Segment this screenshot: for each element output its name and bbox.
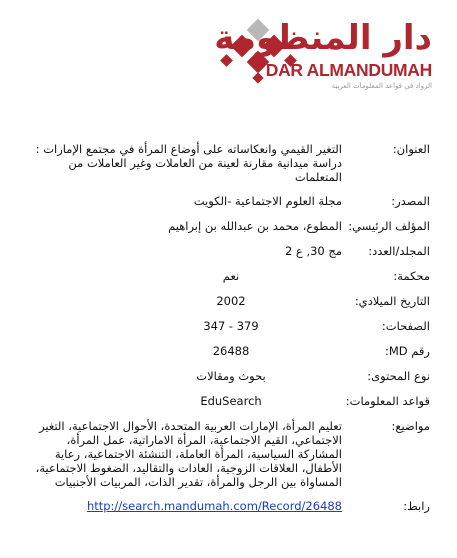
field-label: نوع المحتوى: [367, 369, 430, 383]
logo-arabic-text: دار المنظومة [214, 18, 432, 58]
record-link[interactable]: http://search.mandumah.com/Record/26488 [86, 499, 342, 513]
field-label: رابط: [403, 499, 430, 513]
md-number-value: 26488 [212, 344, 250, 358]
author-value: المطوع، محمد بن عبدالله بن إبراهيم [168, 219, 342, 233]
field-label: محكمة: [393, 269, 430, 283]
source-value: مجلة العلوم الاجتماعية -الكويت [193, 194, 342, 208]
peer-reviewed-value: نعم [222, 269, 240, 283]
databases-value: EduSearch [200, 394, 262, 408]
year-value: 2002 [216, 294, 246, 308]
field-label: التاريخ الميلادي: [354, 294, 430, 308]
field-label: رقم MD: [384, 344, 430, 358]
publisher-logo [214, 14, 450, 100]
logo-tagline: الرواد في قواعد المعلومات العربية [331, 82, 432, 90]
field-label: قواعد المعلومات: [345, 394, 430, 408]
field-label: مواضيع: [391, 419, 430, 433]
volume-issue-value: مج 30, ع 2 [284, 244, 342, 258]
field-label: العنوان: [392, 142, 430, 156]
field-label: الصفحات: [381, 319, 430, 333]
pages-value: 347 - 379 [203, 319, 259, 333]
title-value: التغير القيمي وانعكاساته على أوضاع المرأة في مجتمع الإمارات : دراسة ميدانية مقارنة لعينة من العاملات وغير العاملات من المتعلمات [35, 142, 342, 184]
field-author [30, 219, 430, 234]
record-details [30, 142, 430, 524]
subjects-value: تعليم المرأة، الإمارات العربية المتحدة، الأحوال الاجتماعية، التغير الاجتماعي، القيم الاجتماعية، المرأة الاماراتية، عمل المرأة، المشاركة السياسية، المرأة العاملة، التنشئة الاجتماعية، رعاية الأطفال، العلاقات الزوجية، العادات والتقاليد، الضغوط الاجتماعية، المساواة بين الرجل والمرأة، تقدير الذات، المربيات الأجنبيات [35, 419, 342, 489]
field-peer-reviewed [30, 269, 430, 284]
content-type-value: بحوث ومقالات [196, 369, 266, 383]
field-label: المؤلف الرئيسي: [348, 219, 430, 233]
field-label: المجلد/العدد: [368, 244, 430, 258]
field-source [30, 194, 430, 209]
logo-english-text: DAR ALMANDUMAH [265, 60, 432, 80]
field-subjects [30, 419, 430, 489]
field-pages [30, 319, 430, 334]
field-volume-issue [30, 244, 430, 259]
link-value [30, 499, 342, 513]
field-content-type [30, 369, 430, 384]
field-md-number [30, 344, 430, 359]
field-databases [30, 394, 430, 409]
field-link [30, 499, 430, 514]
field-label: المصدر: [391, 194, 430, 208]
field-title [30, 142, 430, 184]
field-year [30, 294, 430, 309]
